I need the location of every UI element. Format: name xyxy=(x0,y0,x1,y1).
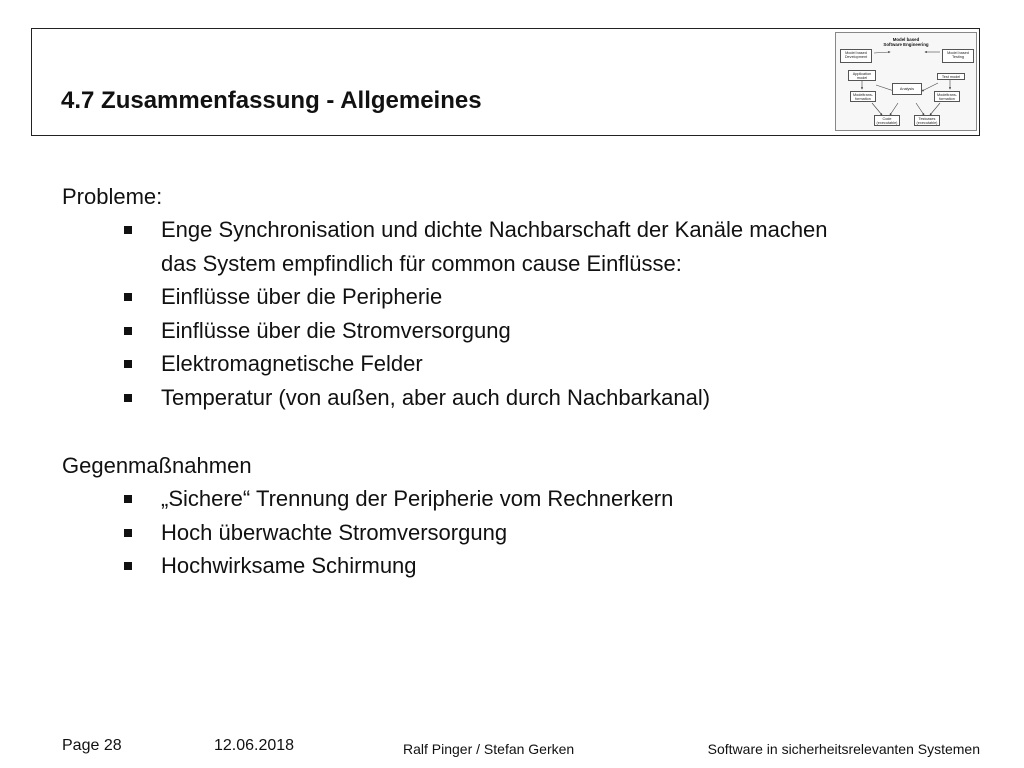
diagram-box-analysis: Analysis xyxy=(892,83,922,95)
diagram-box-modeltransformation-left: Modeltrans- formation xyxy=(850,91,876,102)
problems-heading: Probleme: xyxy=(62,184,163,209)
diagram-box-model-based-testing: Model based Testing xyxy=(942,49,974,63)
page-title: 4.7 Zusammenfassung - Allgemeines xyxy=(61,87,482,114)
list-item-text: Hoch überwachte Stromversorgung xyxy=(161,519,508,545)
square-bullet-icon xyxy=(124,293,132,301)
square-bullet-icon xyxy=(124,226,132,234)
slide-date: 12.06.2018 xyxy=(214,737,295,754)
list-item xyxy=(62,314,982,348)
diagram-arrows xyxy=(836,33,977,131)
diagram-box-model-based-development: Model based Development xyxy=(840,49,872,63)
list-item-text: Elektromagnetische Felder xyxy=(161,351,423,376)
list-item-text: das System empfindlich für common cause Einflüsse: xyxy=(161,250,682,276)
square-bullet-icon xyxy=(124,394,132,402)
authors: Ralf Pinger / Stefan Gerken xyxy=(403,741,575,757)
square-bullet-icon xyxy=(124,529,132,537)
list-item-text: Hochwirksame Schirmung xyxy=(161,553,417,578)
diagram-box-test-model: Test model xyxy=(937,73,965,80)
list-item-text: Einflüsse über die Stromversorgung xyxy=(161,317,511,343)
header-box xyxy=(31,28,980,136)
square-bullet-icon xyxy=(124,360,132,368)
list-item xyxy=(62,213,982,280)
course-title: Software in sicherheitsrelevanten Systemen xyxy=(707,741,980,757)
diagram-title: Model based Software Engineering xyxy=(883,37,929,47)
list-item-text: Temperatur (von außen, aber auch durch Nachbarkanal) xyxy=(161,384,711,410)
diagram-box-testcases-executable: Testcases (executable) xyxy=(914,115,940,126)
list-item xyxy=(62,516,982,550)
square-bullet-icon xyxy=(124,327,132,335)
diagram-box-code-executable: Code (executable) xyxy=(874,115,900,126)
list-item xyxy=(62,347,982,381)
list-item-text: „Sichere“ Trennung der Peripherie vom Rechnerkern xyxy=(161,486,674,511)
mbse-diagram xyxy=(835,32,977,131)
list-item xyxy=(62,482,982,516)
slide-footer xyxy=(0,737,1024,761)
list-item-text: Enge Synchronisation und dichte Nachbarschaft der Kanäle machen xyxy=(161,217,828,242)
list-item-text: Einflüsse über die Peripherie xyxy=(161,284,443,309)
list-item xyxy=(62,280,982,314)
diagram-box-modeltransformation-right: Modeltrans- formation xyxy=(934,91,960,102)
measures-heading: Gegenmaßnahmen xyxy=(62,453,252,478)
measures-list xyxy=(62,482,982,583)
page-number: Page 28 xyxy=(62,737,122,754)
spacer xyxy=(62,414,982,449)
square-bullet-icon xyxy=(124,562,132,570)
list-item xyxy=(62,381,982,415)
slide-content xyxy=(62,180,982,583)
list-item xyxy=(62,549,982,583)
diagram-box-application-model: Application model xyxy=(848,70,876,81)
square-bullet-icon xyxy=(124,495,132,503)
problems-list xyxy=(62,213,982,414)
